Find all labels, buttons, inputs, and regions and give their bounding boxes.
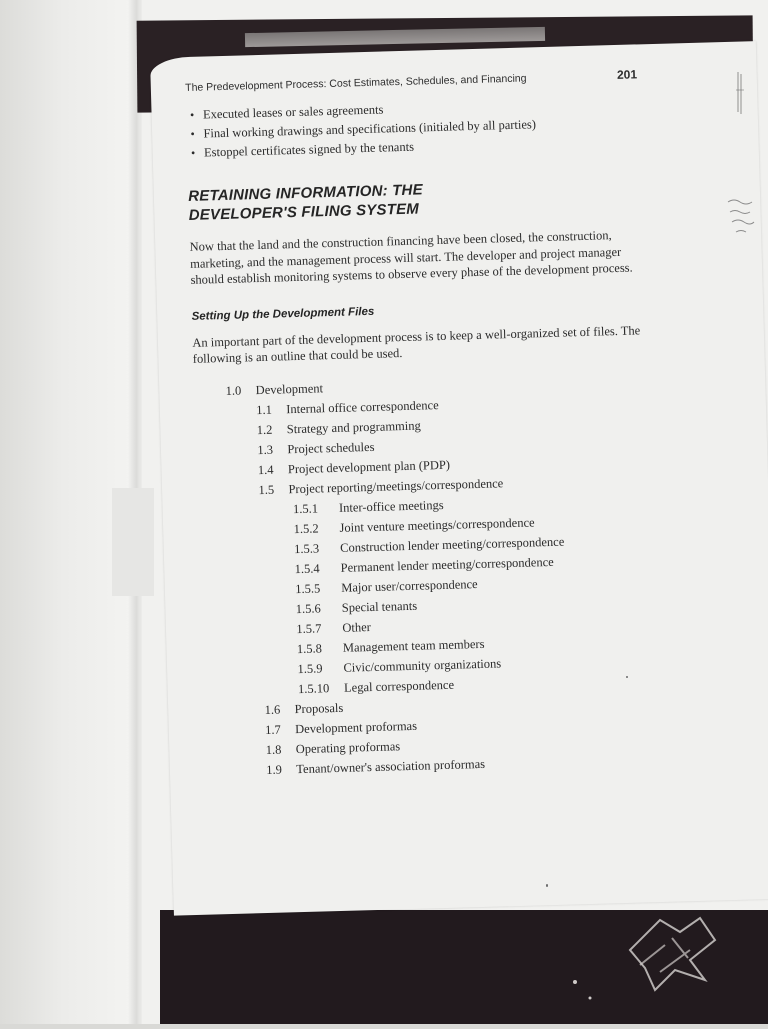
intro-paragraph: Now that the land and the construction financing have been closed, the construction, marketing, and the management process will start. The developer and project manager should establish monitoring systems to observe every phase of the development process. [189,228,633,287]
outline-number: 1.1 [256,402,273,417]
tape-patch [112,488,154,596]
outline-text: Inter-office meetings [338,497,444,515]
outline-text: Operating proformas [295,738,401,756]
outline-number: 1.9 [266,762,283,777]
outline-text: Major user/correspondence [341,576,478,595]
outline-text: Civic/community organizations [343,655,502,675]
outline-number: 1.5.6 [295,600,321,616]
section-heading: RETAINING INFORMATION: THE DEVELOPER'S FILING SYSTEM [188,181,424,224]
outline-number: 1.5.2 [293,520,319,536]
bullet-dot-icon: • [190,126,195,141]
bullet-list [186,93,657,163]
dust-speck [546,884,548,887]
outline-text: Internal office correspondence [286,397,439,416]
page-number: 201 [616,67,638,82]
outline-number: 1.3 [257,442,274,457]
outline-text: Permanent lender meeting/correspondence [340,554,554,575]
outline-text: Legal correspondence [343,677,455,695]
outline-intro-paragraph: An important part of the development process is to keep a well-organized set of files. The following is an outline that could be used. [192,322,641,366]
outline-number: 1.6 [264,702,281,717]
outline-number: 1.5.4 [294,560,320,576]
outline-text: Special tenants [341,598,418,615]
outline-text: Project development plan (PDP) [287,457,451,476]
outline-text: Other [342,619,371,635]
outline-text: Management team members [342,636,485,655]
bullet-item: • Executed leases or sales agreements [203,93,656,125]
outline-number: 1.2 [256,422,273,437]
outline-text: Project reporting/meetings/correspondence [288,475,504,496]
outline-number: 1.5.9 [297,660,323,676]
outline-number: 1.5.10 [297,680,330,696]
bullet-dot-icon: • [189,107,195,122]
bullet-item: • Final working drawings and specifications (initialed by all parties) [203,112,656,144]
outline-number: 1.5.1 [292,500,319,516]
outline-number: 1.7 [264,722,281,737]
outline-text: Development proformas [294,718,418,736]
outline-number: 1.5.8 [296,640,323,656]
outline-text: Project schedules [287,439,375,456]
bullet-item: • Estoppel certificates signed by the tenants [204,131,657,163]
outline-text: Tenant/owner's association proformas [296,756,486,776]
outline-text: Proposals [294,700,344,716]
outline-text: Development [255,380,324,397]
running-head-title: The Predevelopment Process: Cost Estimates, Schedules, and Financing [185,72,527,94]
outline-number: 1.8 [265,742,282,757]
dust-speck [626,676,628,678]
torn-corner-mark [160,910,768,1024]
outline-text: Joint venture meetings/correspondence [339,514,535,535]
bullet-dot-icon: • [190,145,196,160]
outline-number: 1.5.5 [295,580,321,596]
outline-number: 1.5.3 [293,540,320,556]
margin-tick-marks [736,72,744,114]
outline-number: 1.5 [258,482,275,497]
page-content [185,67,674,781]
file-outline [193,368,674,781]
outline-number: 1.4 [257,462,274,477]
outline-text: Construction lender meeting/correspondence [339,534,565,555]
outline-number: 1.5.7 [296,620,322,636]
outline-text: Strategy and programming [286,418,421,436]
subheading: Setting Up the Development Files [191,305,375,323]
scanner-bottom-band [160,910,768,1024]
outline-number: 1.0 [225,383,242,398]
margin-handwriting [722,196,762,260]
